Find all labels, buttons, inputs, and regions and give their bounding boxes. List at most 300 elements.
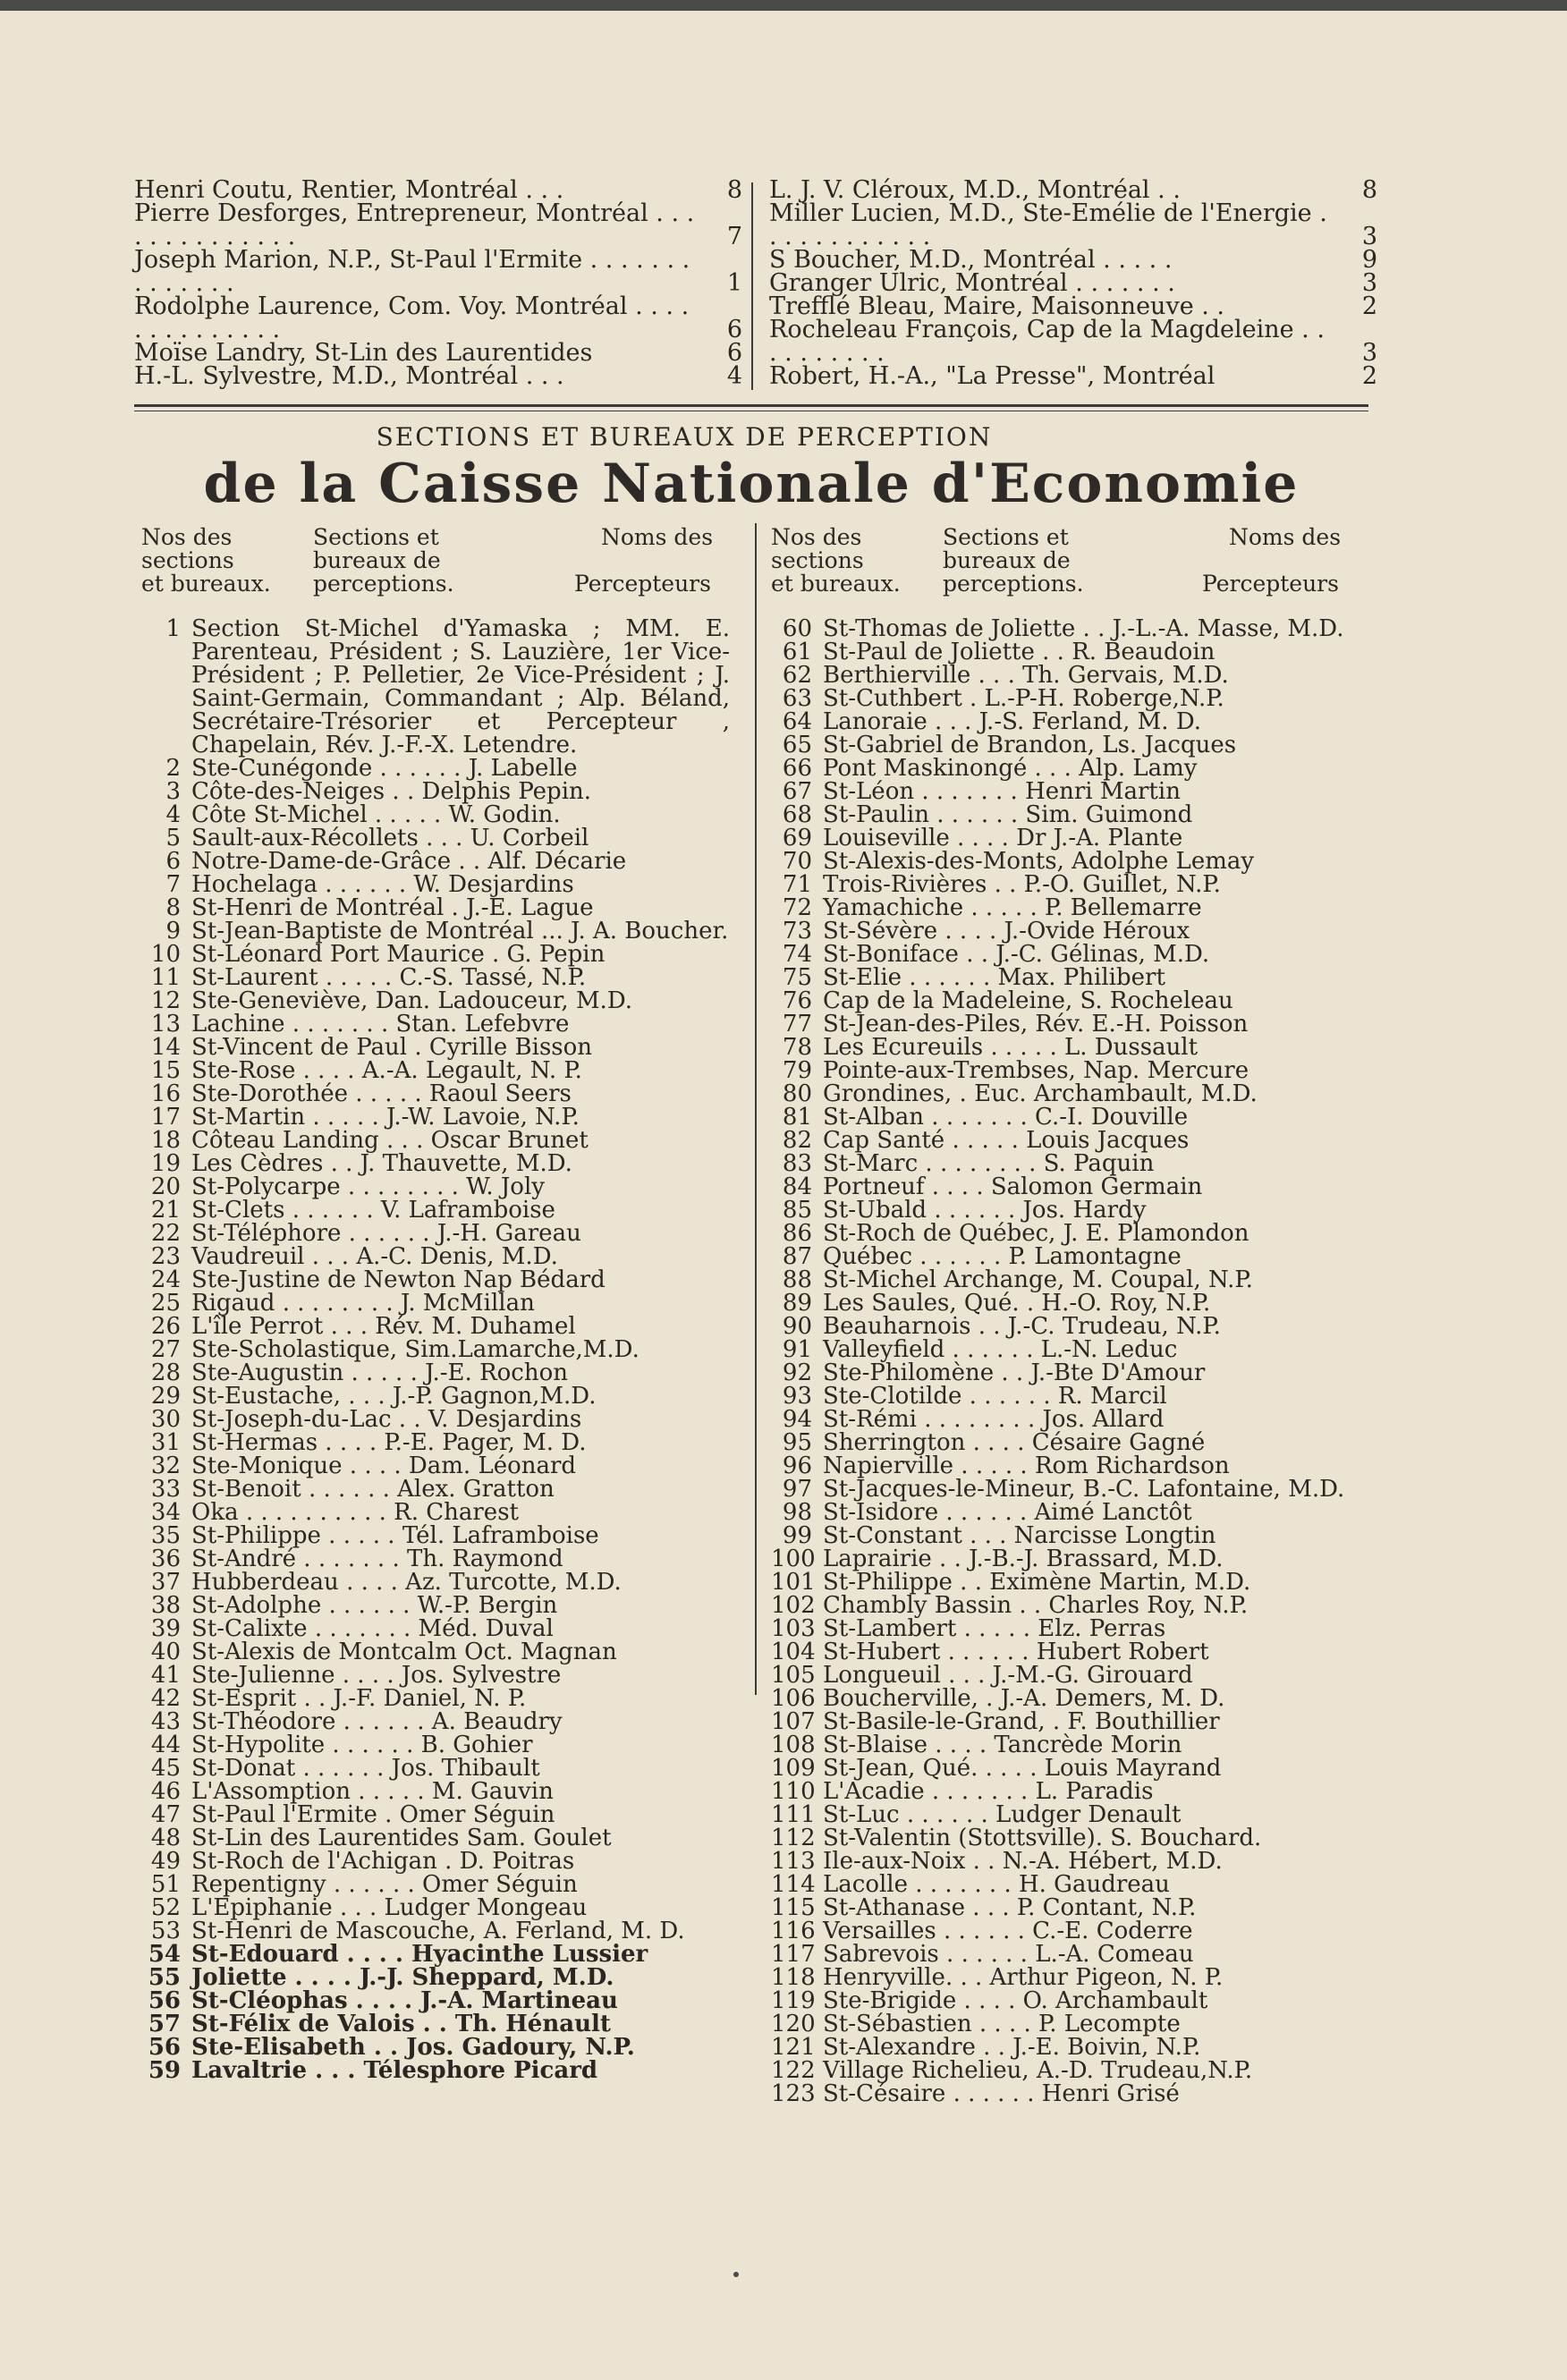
section-number: 65 — [782, 732, 812, 758]
section-text: Portneuf . . . . Salomon Germain — [823, 1173, 1203, 1200]
donor-entry — [769, 362, 1377, 390]
section-number: 68 — [782, 801, 812, 828]
donor-name: Rodolphe Laurence, Com. Voy. Montréal . . . . . . . . . . . . . . — [134, 292, 690, 343]
section-number: 109 — [771, 1755, 816, 1782]
section-entry — [771, 1617, 1361, 1640]
section-number: 36 — [150, 1546, 181, 1572]
section-entry — [771, 803, 1361, 826]
section-number: 7 — [165, 871, 181, 898]
section-number: 18 — [150, 1127, 181, 1154]
section-number: 44 — [150, 1732, 181, 1758]
section-number: 34 — [150, 1499, 181, 1526]
section-entry — [140, 1803, 730, 1826]
section-entry — [771, 1733, 1361, 1757]
section-entry — [140, 1338, 730, 1361]
section-text: St-Benoit . . . . . . Alex. Gratton — [191, 1476, 555, 1503]
section-text: St-Théodore . . . . . . A. Beaudry — [191, 1708, 563, 1735]
section-number: 15 — [150, 1057, 181, 1084]
section-text: St-André . . . . . . . Th. Raymond — [191, 1546, 563, 1572]
section-entry — [771, 1478, 1361, 1501]
section-text: Les Ecureuils . . . . . L. Dussault — [823, 1034, 1199, 1061]
section-entry — [771, 780, 1361, 803]
section-subtitle: SECTIONS ET BUREAUX DE PERCEPTION — [376, 422, 993, 452]
section-entry — [771, 1873, 1361, 1896]
section-number: 87 — [782, 1243, 812, 1270]
section-number: 96 — [782, 1453, 812, 1479]
section-text: St-Constant . . . Narcisse Longtin — [823, 1522, 1216, 1549]
section-number: 86 — [782, 1220, 812, 1247]
donor-count: 2 — [1361, 292, 1377, 320]
section-text: St-Césaire . . . . . . Henri Grisé — [823, 2080, 1180, 2107]
donor-entry — [134, 362, 742, 390]
header-sections: Sections et bureaux de perceptions. — [943, 524, 1084, 597]
section-entry — [771, 617, 1361, 640]
section-number: 118 — [771, 1964, 816, 1991]
section-entry — [771, 1175, 1361, 1198]
section-text: St-Thomas de Joliette . . J.-L.-A. Masse, M.D. — [823, 615, 1344, 642]
section-entry — [140, 1547, 730, 1571]
section-number: 12 — [150, 987, 181, 1014]
section-number: 75 — [782, 964, 812, 991]
section-entry — [771, 757, 1361, 780]
donor-name: Moïse Landry, St-Lin des Laurentides — [134, 339, 593, 367]
section-number: 77 — [782, 1011, 812, 1038]
section-text: St-Boniface . . J.-C. Gélinas, M.D. — [823, 941, 1210, 968]
donor-entry — [134, 246, 742, 297]
section-number: 108 — [771, 1732, 816, 1758]
section-entry — [771, 1919, 1361, 1943]
section-entry — [140, 1268, 730, 1292]
section-text: Pont Maskinongé . . . Alp. Lamy — [823, 755, 1198, 782]
donor-count: 9 — [1361, 246, 1377, 274]
section-text: Beauharnois . . J.-C. Trudeau, N.P. — [823, 1313, 1221, 1340]
donor-list — [134, 176, 1377, 394]
section-number: 5 — [165, 825, 181, 851]
section-entry — [140, 1059, 730, 1082]
section-text: St-Alexis-des-Monts, Adolphe Lemay — [823, 848, 1255, 875]
sections-list-left — [140, 617, 730, 2082]
section-entry — [140, 826, 730, 850]
section-text: Village Richelieu, A.-D. Trudeau,N.P. — [823, 2057, 1253, 2084]
donor-entry — [769, 199, 1377, 250]
section-number: 66 — [782, 755, 812, 782]
section-text: Ile-aux-Noix . . N.-A. Hébert, M.D. — [823, 1848, 1223, 1875]
section-entry — [140, 1036, 730, 1059]
section-text: St-Calixte . . . . . . . Méd. Duval — [191, 1615, 554, 1642]
section-text: St-Luc . . . . . . Ludger Denault — [823, 1801, 1182, 1828]
section-text: St-Sébastien . . . . P. Lecompte — [823, 2011, 1181, 2037]
section-entry — [771, 2082, 1361, 2105]
section-number: 102 — [771, 1592, 816, 1619]
table-header-right — [771, 526, 1388, 597]
section-number: 24 — [150, 1266, 181, 1293]
section-number: 35 — [150, 1522, 181, 1549]
section-entry — [771, 640, 1361, 664]
section-number: 82 — [782, 1127, 812, 1154]
section-text: St-Edouard . . . . Hyacinthe Lussier — [191, 1941, 648, 1968]
section-text: Cap de la Madeleine, S. Rocheleau — [823, 987, 1233, 1014]
section-text: Ste-Dorothée . . . . . Raoul Seers — [191, 1080, 572, 1107]
donor-count: 3 — [1361, 223, 1377, 250]
section-text: Vaudreuil . . . A.-C. Denis, M.D. — [191, 1243, 558, 1270]
section-entry — [771, 733, 1361, 757]
section-number: 71 — [782, 871, 812, 898]
section-text: Ste-Monique . . . . Dam. Léonard — [191, 1453, 577, 1479]
section-text: Ste-Brigide . . . . O. Archambault — [823, 1987, 1208, 2014]
section-entry — [771, 2012, 1361, 2036]
scan-top-border — [0, 0, 1567, 11]
section-text: Ste-Philomène . . J.-Bte D'Amour — [823, 1359, 1206, 1386]
section-number: 27 — [150, 1336, 181, 1363]
section-number: 17 — [150, 1104, 181, 1131]
section-number: 114 — [771, 1871, 816, 1898]
section-number: 28 — [150, 1359, 181, 1386]
section-number: 63 — [782, 685, 812, 712]
section-number: 1 — [165, 615, 181, 642]
section-entry — [771, 1640, 1361, 1664]
section-entry — [140, 1757, 730, 1780]
section-text: Napierville . . . . . Rom Richardson — [823, 1453, 1230, 1479]
section-number: 80 — [782, 1080, 812, 1107]
section-text: St-Isidore . . . . . . Aimé Lanctôt — [823, 1499, 1192, 1526]
section-text: St-Hubert . . . . . . Hubert Robert — [823, 1639, 1209, 1665]
section-number: 120 — [771, 2011, 816, 2037]
section-entry — [771, 1594, 1361, 1617]
section-text: St-Lin des Laurentides Sam. Goulet — [191, 1825, 612, 1851]
header-numbers: Nos des sections et bureaux. — [771, 524, 901, 597]
section-number: 6 — [165, 848, 181, 875]
section-text: St-Eustache, . . . J.-P. Gagnon,M.D. — [191, 1383, 597, 1410]
section-text: Sabrevois . . . . . . L.-A. Comeau — [823, 1941, 1194, 1968]
section-entry — [771, 2036, 1361, 2059]
section-entry — [140, 1640, 730, 1664]
section-entry — [140, 1385, 730, 1408]
section-text: Côte St-Michel . . . . . W. Godin. — [191, 801, 561, 828]
sections-list-right — [771, 617, 1361, 2105]
section-number: 122 — [771, 2057, 816, 2084]
section-number: 90 — [782, 1313, 812, 1340]
section-number: 48 — [150, 1825, 181, 1851]
donor-column-right — [769, 176, 1377, 390]
section-entry — [771, 1687, 1361, 1710]
section-text: St-Félix de Valois . . Th. Hénault — [191, 2011, 611, 2037]
section-number: 101 — [771, 1569, 816, 1596]
section-number: 61 — [782, 639, 812, 665]
section-entry — [140, 1780, 730, 1803]
section-number: 112 — [771, 1825, 816, 1851]
section-number: 115 — [771, 1894, 816, 1921]
section-entry — [771, 873, 1361, 896]
section-text: Ste-Justine de Newton Nap Bédard — [191, 1266, 606, 1293]
section-number: 23 — [150, 1243, 181, 1270]
donor-name: S Boucher, M.D., Montréal . . . . . — [769, 246, 1173, 274]
section-entry — [140, 873, 730, 896]
section-entry — [140, 1524, 730, 1547]
section-number: 116 — [771, 1918, 816, 1944]
section-entry — [771, 1338, 1361, 1361]
section-number: 111 — [771, 1801, 816, 1828]
section-text: St-Alexandre . . J.-E. Boivin, N.P. — [823, 2034, 1201, 2061]
donor-count: 8 — [726, 176, 742, 204]
section-number: 19 — [150, 1150, 181, 1177]
section-entry — [140, 1966, 730, 1989]
section-number: 59 — [148, 2057, 181, 2084]
section-title: de la Caisse Nationale d'Economie — [203, 453, 1300, 515]
section-number: 85 — [782, 1197, 812, 1224]
section-number: 21 — [150, 1197, 181, 1224]
section-entry — [771, 664, 1361, 687]
section-entry — [140, 1919, 730, 1943]
section-text: Ste-Clotilde . . . . . . R. Marcil — [823, 1383, 1167, 1410]
section-text: St-Joseph-du-Lac . . V. Desjardins — [191, 1406, 582, 1433]
section-entry — [771, 1780, 1361, 1803]
section-number: 88 — [782, 1266, 812, 1293]
section-text: St-Léonard Port Maurice . G. Pepin — [191, 941, 606, 968]
section-text: St-Laurent . . . . . C.-S. Tassé, N.P. — [191, 964, 587, 991]
section-entry — [771, 1082, 1361, 1105]
section-entry — [771, 1547, 1361, 1571]
section-text: St-Alban . . . . . . . C.-I. Douville — [823, 1104, 1189, 1131]
section-number: 121 — [771, 2034, 816, 2061]
section-text: L'île Perrot . . . Rév. M. Duhamel — [191, 1313, 576, 1340]
section-entry — [140, 1733, 730, 1757]
section-entry — [140, 1501, 730, 1524]
section-entry — [140, 1129, 730, 1152]
section-text: Sherrington . . . . Césaire Gagné — [823, 1429, 1206, 1456]
section-entry — [771, 1454, 1361, 1478]
section-entry — [140, 989, 730, 1012]
donor-count: 3 — [1361, 339, 1377, 367]
section-number: 22 — [150, 1220, 181, 1247]
section-text: St-Cuthbert . L.-P-H. Roberge,N.P. — [823, 685, 1224, 712]
section-entry — [771, 1105, 1361, 1129]
section-text: Laprairie . . J.-B.-J. Brassard, M.D. — [823, 1546, 1224, 1572]
section-text: L'Epiphanie . . . Ludger Mongeau — [191, 1894, 588, 1921]
section-number: 25 — [150, 1290, 181, 1317]
section-entry — [140, 617, 730, 757]
section-text: St-Marc . . . . . . . . S. Paquin — [823, 1150, 1155, 1177]
section-text: Henryville. . . Arthur Pigeon, N. P. — [823, 1964, 1224, 1991]
column-divider — [751, 182, 753, 390]
donor-count: 6 — [726, 339, 742, 367]
section-number: 11 — [150, 964, 181, 991]
section-text: Ste-Geneviève, Dan. Ladouceur, M.D. — [191, 987, 633, 1014]
section-entry — [140, 1826, 730, 1850]
header-names: Noms des — [1229, 524, 1342, 550]
section-number: 38 — [150, 1592, 181, 1619]
donor-name: Pierre Desforges, Entrepreneur, Montréal . . . . . . . . . . . . . . — [134, 199, 695, 250]
section-number: 57 — [148, 2011, 181, 2037]
donor-name: Trefflé Bleau, Maire, Maisonneuve . . — [769, 292, 1225, 320]
section-number: 31 — [150, 1429, 181, 1456]
section-entry — [140, 1152, 730, 1175]
section-text: Ste-Cunégonde . . . . . . J. Labelle — [191, 755, 578, 782]
section-entry — [771, 1966, 1361, 1989]
column-divider — [755, 523, 757, 1695]
section-text: St-Polycarpe . . . . . . . . W. Joly — [191, 1173, 545, 1200]
section-number: 4 — [165, 801, 181, 828]
section-number: 41 — [150, 1662, 181, 1689]
section-text: St-Athanase . . . P. Contant, N.P. — [823, 1894, 1197, 1921]
header-sections: Sections et bureaux de perceptions. — [313, 524, 454, 597]
section-text: Longueuil . . . J.-M.-G. Girouard — [823, 1662, 1193, 1689]
donor-count: 1 — [726, 269, 742, 297]
section-text: Côte-des-Neiges . . Delphis Pepin. — [191, 778, 592, 805]
section-text: St-Paul l'Ermite . Omer Séguin — [191, 1801, 555, 1828]
section-number: 60 — [782, 615, 812, 642]
section-number: 100 — [771, 1546, 816, 1572]
donor-count: 4 — [726, 362, 742, 390]
section-number: 49 — [150, 1848, 181, 1875]
donor-name: Granger Ulric, Montréal . . . . . . . — [769, 269, 1175, 297]
donor-name: Henri Coutu, Rentier, Montréal . . . — [134, 176, 564, 204]
section-text: St-Jean-des-Piles, Rév. E.-H. Poisson — [823, 1011, 1249, 1038]
section-number: 113 — [771, 1848, 816, 1875]
section-entry — [140, 1571, 730, 1594]
section-number: 76 — [782, 987, 812, 1014]
document-page — [134, 176, 1377, 2107]
section-number: 99 — [782, 1522, 812, 1549]
section-number: 92 — [782, 1359, 812, 1386]
section-text: Rigaud . . . . . . . . J. McMillan — [191, 1290, 535, 1317]
section-entry — [771, 2059, 1361, 2082]
donor-name: Joseph Marion, N.P., St-Paul l'Ermite . . . . . . . . . . . . . . — [134, 246, 690, 297]
section-number: 89 — [782, 1290, 812, 1317]
section-number: 106 — [771, 1685, 816, 1712]
section-entry — [771, 1036, 1361, 1059]
section-number: 51 — [150, 1871, 181, 1898]
section-number: 40 — [150, 1639, 181, 1665]
section-text: Joliette . . . . J.-J. Sheppard, M.D. — [191, 1964, 614, 1991]
section-text: St-Paulin . . . . . . Sim. Guimond — [823, 801, 1193, 828]
section-text: Lanoraie . . . J.-S. Ferland, M. D. — [823, 708, 1202, 735]
section-entry — [771, 1826, 1361, 1850]
section-number: 54 — [148, 1941, 181, 1968]
donor-name: H.-L. Sylvestre, M.D., Montréal . . . — [134, 362, 564, 390]
section-text: Québec . . . . . . P. Lamontagne — [823, 1243, 1182, 1270]
header-numbers: Nos des sections et bureaux. — [141, 524, 271, 597]
section-number: 2 — [165, 755, 181, 782]
section-number: 64 — [782, 708, 812, 735]
section-number: 103 — [771, 1615, 816, 1642]
section-entry — [140, 1989, 730, 2012]
section-text: St-Blaise . . . . Tancrède Morin — [823, 1732, 1182, 1758]
section-entry — [140, 1082, 730, 1105]
section-text: St-Léon . . . . . . . Henri Martin — [823, 778, 1181, 805]
section-text: St-Cléophas . . . . J.-A. Martineau — [191, 1987, 618, 2014]
section-entry — [771, 989, 1361, 1012]
section-text: St-Paul de Joliette . . R. Beaudoin — [823, 639, 1215, 665]
section-entry — [140, 1222, 730, 1245]
section-entry — [140, 1105, 730, 1129]
section-number: 39 — [150, 1615, 181, 1642]
section-number: 70 — [782, 848, 812, 875]
section-number: 45 — [150, 1755, 181, 1782]
page-mark — [733, 2272, 739, 2277]
section-text: Lachine . . . . . . . Stan. Lefebvre — [191, 1011, 570, 1038]
section-entry — [140, 1896, 730, 1919]
section-text: St-Roch de l'Achigan . D. Poitras — [191, 1848, 575, 1875]
section-number: 13 — [150, 1011, 181, 1038]
section-number: 53 — [150, 1918, 181, 1944]
section-entry — [771, 1245, 1361, 1268]
section-text: St-Philippe . . Eximène Martin, M.D. — [823, 1569, 1251, 1596]
section-number: 10 — [150, 941, 181, 968]
section-text: Versailles . . . . . . C.-E. Coderre — [823, 1918, 1193, 1944]
section-number: 74 — [782, 941, 812, 968]
section-number: 46 — [150, 1778, 181, 1805]
section-entry — [140, 850, 730, 873]
section-entry — [140, 1012, 730, 1036]
section-number: 8 — [165, 894, 181, 921]
section-entry — [771, 710, 1361, 733]
section-text: L'Acadie . . . . . . . L. Paradis — [823, 1778, 1154, 1805]
section-number: 32 — [150, 1453, 181, 1479]
table-header-left — [134, 526, 751, 597]
section-text: St-Clets . . . . . . V. Laframboise — [191, 1197, 555, 1224]
section-text: Sault-aux-Récollets . . . U. Corbeil — [191, 825, 589, 851]
section-entry — [140, 1850, 730, 1873]
section-entry — [771, 1012, 1361, 1036]
section-entry — [140, 1361, 730, 1385]
section-text: St-Adolphe . . . . . . W.-P. Bergin — [191, 1592, 558, 1619]
section-number: 20 — [150, 1173, 181, 1200]
section-text: Boucherville, . J.-A. Demers, M. D. — [823, 1685, 1225, 1712]
donor-entry — [134, 292, 742, 343]
section-number: 97 — [782, 1476, 812, 1503]
section-number: 72 — [782, 894, 812, 921]
donor-count: 7 — [726, 223, 742, 250]
section-entry — [140, 1594, 730, 1617]
section-number: 93 — [782, 1383, 812, 1410]
section-number: 29 — [150, 1383, 181, 1410]
section-entry — [771, 1803, 1361, 1826]
section-entry — [140, 1710, 730, 1733]
section-text: Oka . . . . . . . . . . R. Charest — [191, 1499, 519, 1526]
section-entry — [771, 1571, 1361, 1594]
section-entry — [140, 1664, 730, 1687]
section-entry — [140, 2012, 730, 2036]
section-entry — [771, 1943, 1361, 1966]
section-number: 78 — [782, 1034, 812, 1061]
section-number: 91 — [782, 1336, 812, 1363]
section-text: St-Hypolite . . . . . . B. Gohier — [191, 1732, 533, 1758]
section-entry — [771, 1757, 1361, 1780]
section-entry — [140, 1408, 730, 1431]
section-text: St-Rémi . . . . . . . . Jos. Allard — [823, 1406, 1165, 1433]
section-entry — [771, 1268, 1361, 1292]
section-text: Grondines, . Euc. Archambault, M.D. — [823, 1080, 1258, 1107]
section-number: 83 — [782, 1150, 812, 1177]
section-entry — [771, 1524, 1361, 1547]
donor-column-left — [134, 176, 742, 390]
section-entry — [771, 850, 1361, 873]
section-entry — [771, 687, 1361, 710]
section-text: Les Saules, Qué. . H.-O. Roy, N.P. — [823, 1290, 1211, 1317]
section-entry — [771, 896, 1361, 919]
section-entry — [771, 943, 1361, 966]
section-entry — [771, 1361, 1361, 1385]
section-number: 69 — [782, 825, 812, 851]
section-number: 84 — [782, 1173, 812, 1200]
section-text: Ste-Scholastique, Sim.Lamarche,M.D. — [191, 1336, 640, 1363]
section-text: Ste-Augustin . . . . . J.-E. Rochon — [191, 1359, 569, 1386]
section-text: St-Sévère . . . . J.-Ovide Héroux — [823, 918, 1190, 944]
donor-count: 2 — [1361, 362, 1377, 390]
section-text: St-Vincent de Paul . Cyrille Bisson — [191, 1034, 593, 1061]
section-entry — [140, 896, 730, 919]
section-number: 119 — [771, 1987, 816, 2014]
